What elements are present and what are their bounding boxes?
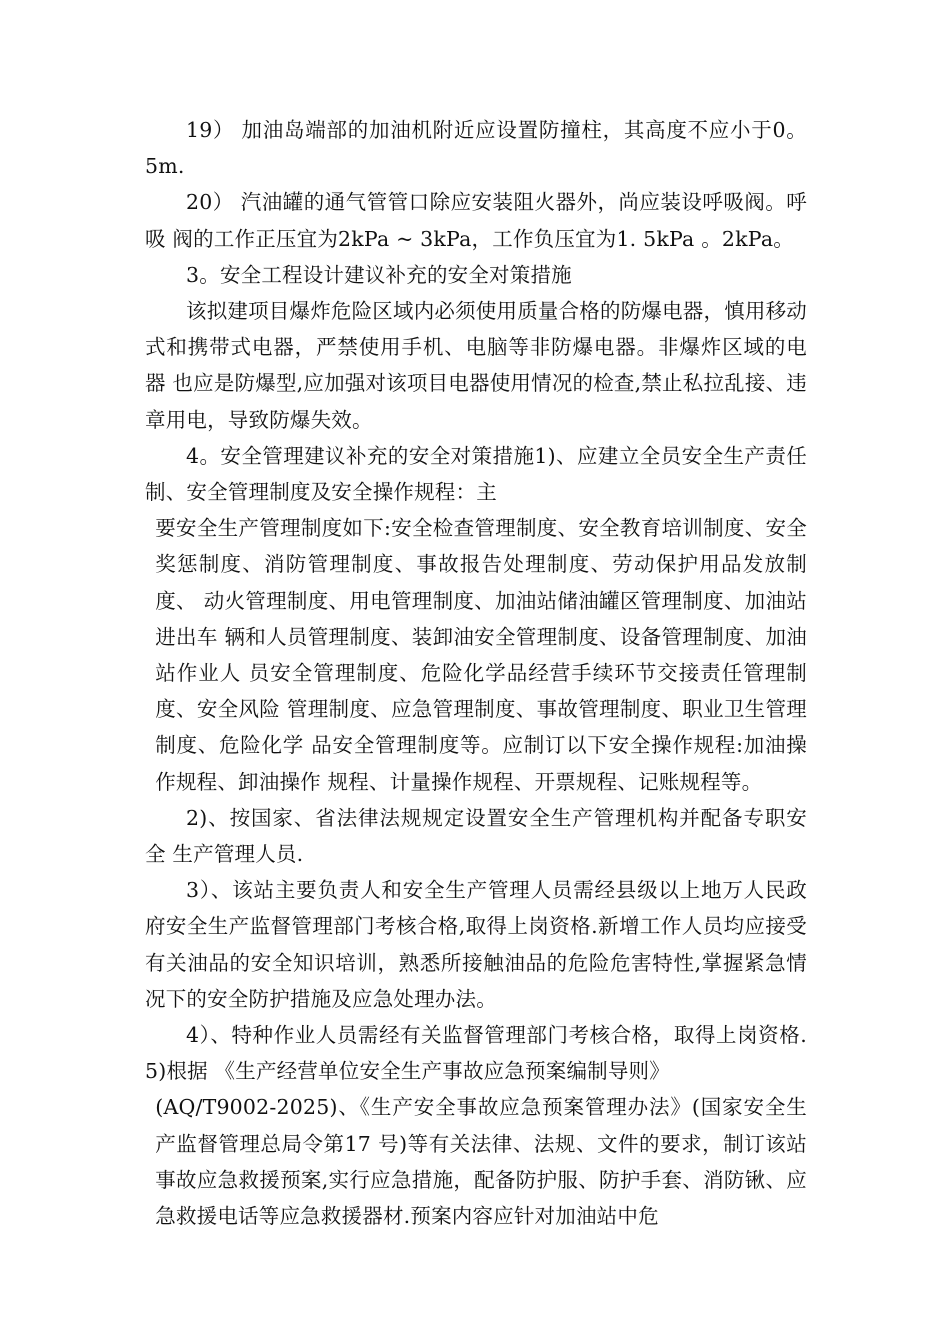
paragraph-item-4-2: 2)、按国家、省法律法规规定设置安全生产管理机构并配备专职安全 生产管理人员. [145, 805, 807, 867]
document-page [145, 112, 856, 1234]
paragraph-explosion-proof: 该拟建项目爆炸危险区域内必须使用质量合格的防爆电器，慎用移动 式和携带式电器，严禁使用手机、电脑等非防爆电器。非爆炸区域的电器 也应是防爆型,应加强对该项目电器使用情况的检查,禁止私拉乱接、违 章用电，导致防爆失效。 [145, 299, 807, 432]
paragraph-item-4-3: 3）、该站主要负责人和安全生产管理人员需经县级以上地万人民政府安全生产监督管理部门考核合格,取得上岗资格.新增工作人员均应接受有关油品的安全知识培训，熟悉所接触油品的危险危害特性,掌握紧急情况下的安全防护措施及应急处理办法。 [145, 878, 807, 1011]
paragraph-item-19: 19） 加油岛端部的加油机附近应设置防撞柱，其高度不应小于0。 5m. [145, 118, 807, 179]
paragraph-management-systems: 要安全生产管理制度如下:安全检查管理制度、安全教育培训制度、安全 奖惩制度、消防管理制度、事故报告处理制度、劳动保护用品发放制度、 动火管理制度、用电管理制度、加油站储油罐区管理制度、加油站进出车 辆和人员管理制度、装卸油安全管理制度、设备管理制度、加油站作业人 员安全管理制度、危险化学品经营手续环节交接责任管理制度、安全风险 管理制度、应急管理制度、事故管理制度、职业卫生管理制度、危险化学 品安全管理制度等。应制订以下安全操作规程:加油操作规程、卸油操作 规程、计量操作规程、开票规程、记账规程等。 [155, 516, 807, 794]
section-heading-4: 4。安全管理建议补充的安全对策措施1)、应建立全员安全生产责任制、安全管理制度及安全操作规程：主 [145, 443, 807, 505]
section-heading-3: 3。安全工程设计建议补充的安全对策措施 [186, 262, 572, 287]
paragraph-item-4-5: (AQ/T9002-2025)、《生产安全事故应急预案管理办法》(国家安全生产监督管理总局令第17 号)等有关法律、法规、文件的要求，制订该站事故应急救援预案,实行应急措施，配备防护服、防护手套、消防锹、应急救援电话等应急救援器材.预案内容应针对加油站中危 [155, 1095, 807, 1229]
paragraph-item-20: 20） 汽油罐的通气管管口除应安装阻火器外，尚应装设呼吸阀。呼吸 阀的工作正压宜为2kPa ~ 3kPa，工作负压宜为1. 5kPa 。2kPa。 [145, 190, 807, 251]
paragraph-item-4-4: 4）、特种作业人员需经有关监督管理部门考核合格，取得上岗资格. 5)根据 《生产经营单位安全生产事故应急预案编制导则》 [145, 1023, 856, 1084]
